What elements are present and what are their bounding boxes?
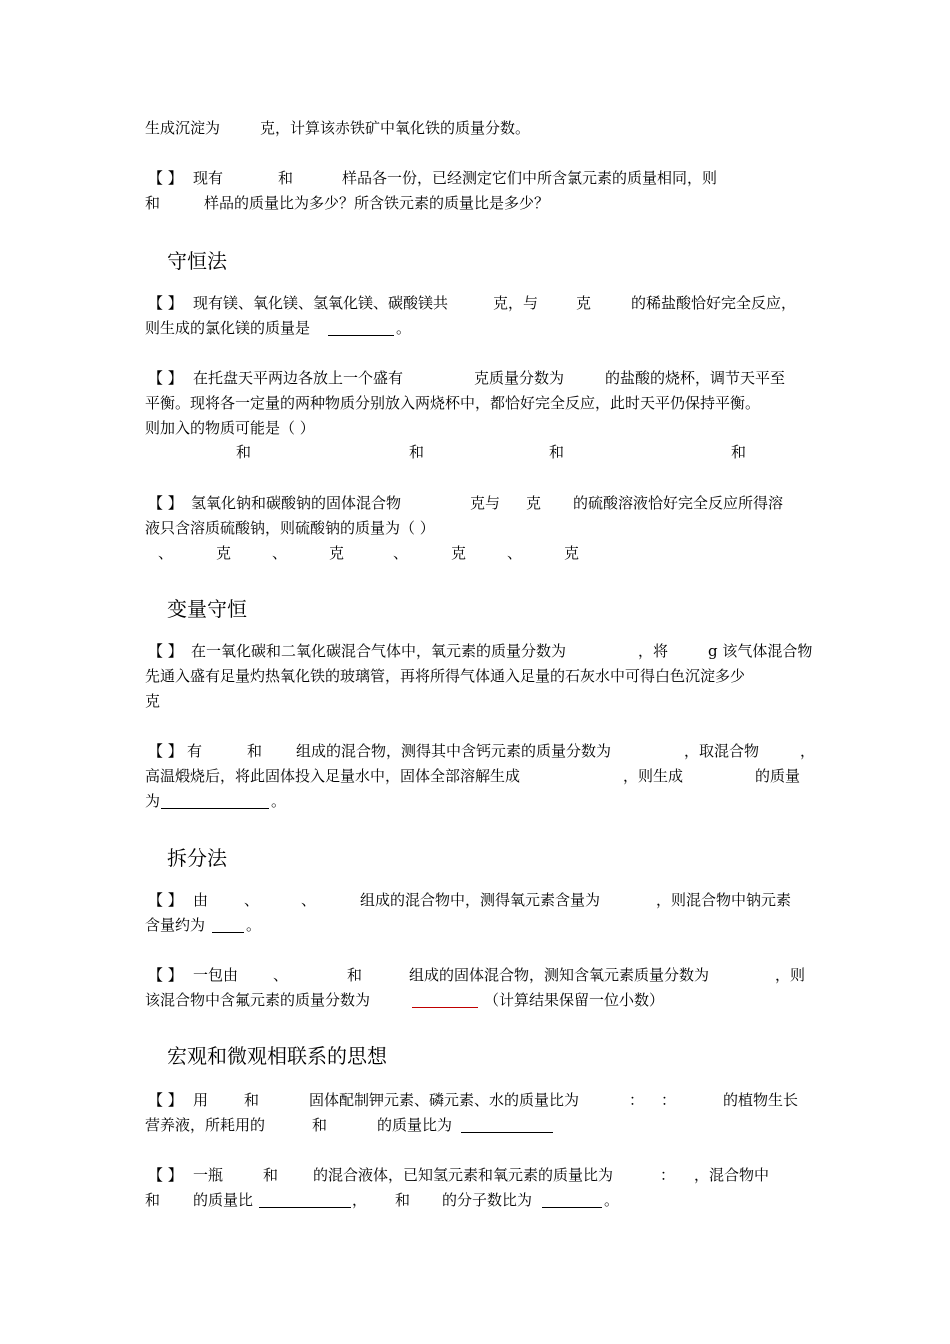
answer-option: 、: [272, 544, 288, 562]
question-text: 的植物生长: [723, 1091, 799, 1109]
answer-blank[interactable]: [259, 1207, 351, 1208]
question-text: ：: [661, 1091, 677, 1109]
question-bracket: 【 】: [148, 742, 183, 760]
question-text: 平衡。现将各一定量的两种物质分别放入两烧杯中，都恰好完全反应，此时天平仍保持平衡。: [145, 394, 761, 412]
section-heading: 变量守恒: [167, 597, 247, 621]
section-heading: 守恒法: [167, 249, 227, 273]
question-text: 克质量分数为: [474, 369, 565, 387]
question-text: 由: [193, 891, 209, 909]
question-text: 为: [145, 792, 161, 810]
question-text: ：: [660, 1166, 676, 1184]
answer-blank[interactable]: [542, 1207, 602, 1208]
question-text: ，混合物中: [694, 1166, 770, 1184]
question-text: 一包由: [193, 966, 239, 984]
question-bracket: 【 】: [148, 369, 183, 387]
question-bracket: 【 】: [148, 494, 183, 512]
question-text: 的质量比: [193, 1191, 254, 1209]
question-text: 样品各一份，已经测定它们中所含氯元素的质量相同，则: [342, 169, 718, 187]
question-text: 组成的混合物中，测得氧元素含量为: [360, 891, 601, 909]
question-text: 高温煅烧后，将此固体投入足量水中，固体全部溶解生成: [145, 767, 521, 785]
question-text: 克: [576, 294, 592, 312]
question-bracket: 【 】: [148, 294, 183, 312]
intro-text: 生成沉淀为: [145, 119, 221, 137]
question-text: 的硫酸溶液恰好完全反应所得溶: [573, 494, 784, 512]
question-text: 和: [145, 194, 161, 212]
answer-option: 克: [329, 544, 345, 562]
question-text: 克: [526, 494, 542, 512]
question-text: 克: [145, 692, 161, 710]
question-text: 和: [312, 1116, 328, 1134]
answer-option: 和: [236, 443, 252, 461]
question-text: 和: [244, 1091, 260, 1109]
question-text: ，则混合物中钠元素: [656, 891, 792, 909]
question-text: 组成的固体混合物，测知含氧元素质量分数为: [409, 966, 710, 984]
answer-option: 克: [564, 544, 580, 562]
question-text: ，则生成: [623, 767, 684, 785]
question-text: 先通入盛有足量灼热氧化铁的玻璃管，再将所得气体通入足量的石灰水中可得白色沉淀多少: [145, 667, 746, 685]
answer-option: 和: [731, 443, 747, 461]
question-text: 。: [396, 319, 412, 337]
question-text: 则加入的物质可能是（ ）: [145, 419, 315, 437]
question-text: 现有镁、氧化镁、氢氧化镁、碳酸镁共: [193, 294, 449, 312]
section-heading: 拆分法: [167, 846, 227, 870]
question-text: 有: [187, 742, 203, 760]
answer-option: 克: [216, 544, 232, 562]
question-text: 。: [246, 916, 262, 934]
question-text: ，: [800, 742, 816, 760]
question-text: ：: [629, 1091, 645, 1109]
question-text: 含量约为: [145, 916, 206, 934]
answer-option: 、: [507, 544, 523, 562]
question-bracket: 【 】: [148, 966, 183, 984]
question-text: ，则: [775, 966, 806, 984]
question-text: 的混合液体，已知氢元素和氧元素的质量比为: [313, 1166, 614, 1184]
question-text: ，将: [638, 642, 669, 660]
question-text: 的质量: [755, 767, 801, 785]
question-text: 组成的混合物，测得其中含钙元素的质量分数为: [296, 742, 612, 760]
question-text: 的质量比为: [377, 1116, 453, 1134]
answer-blank[interactable]: [328, 335, 394, 336]
question-text: g 该气体混合物: [708, 642, 813, 660]
question-text: 和: [278, 169, 294, 187]
answer-option: 、: [393, 544, 409, 562]
question-bracket: 【 】: [148, 169, 183, 187]
question-bracket: 【 】: [148, 1166, 183, 1184]
question-text: 的盐酸的烧杯，调节天平至: [605, 369, 786, 387]
answer-option: 和: [409, 443, 425, 461]
intro-text: 克，计算该赤铁矿中氧化铁的质量分数。: [260, 119, 531, 137]
section-heading: 宏观和微观相联系的思想: [167, 1044, 387, 1068]
question-text: 液只含溶质硫酸钠，则硫酸钠的质量为（ ）: [145, 519, 435, 537]
question-text: 现有: [193, 169, 224, 187]
question-text: 在一氧化碳和二氧化碳混合气体中，氧元素的质量分数为: [191, 642, 567, 660]
answer-blank[interactable]: [412, 1007, 478, 1008]
question-text: 的分子数比为: [442, 1191, 533, 1209]
question-text: 。: [604, 1191, 620, 1209]
question-bracket: 【 】: [148, 642, 183, 660]
answer-option: 、: [158, 544, 174, 562]
question-text: 用: [193, 1091, 209, 1109]
question-text: ，: [352, 1191, 368, 1209]
question-text: 则生成的氯化镁的质量是: [145, 319, 311, 337]
question-bracket: 【 】: [148, 891, 183, 909]
question-text: ，取混合物: [684, 742, 760, 760]
question-text: 营养液，所耗用的: [145, 1116, 266, 1134]
answer-blank[interactable]: [161, 808, 269, 809]
question-text: 氢氧化钠和碳酸钠的固体混合物: [191, 494, 402, 512]
question-text: 和: [247, 742, 263, 760]
answer-option: 和: [549, 443, 565, 461]
answer-blank[interactable]: [212, 932, 244, 933]
question-text: （计算结果保留一位小数）: [484, 991, 665, 1009]
question-text: 、: [273, 966, 289, 984]
question-text: 。: [271, 792, 287, 810]
question-bracket: 【 】: [148, 1091, 183, 1109]
question-text: 该混合物中含氟元素的质量分数为: [145, 991, 371, 1009]
question-text: 、: [244, 891, 260, 909]
question-text: 和: [145, 1191, 161, 1209]
answer-option: 克: [451, 544, 467, 562]
question-text: 的稀盐酸恰好完全反应，: [631, 294, 797, 312]
question-text: 克与: [470, 494, 501, 512]
question-text: 一瓶: [193, 1166, 224, 1184]
question-text: 在托盘天平两边各放上一个盛有: [193, 369, 404, 387]
question-text: 和: [395, 1191, 411, 1209]
question-text: 克，与: [493, 294, 539, 312]
question-text: 样品的质量比为多少？所含铁元素的质量比是多少？: [204, 194, 550, 212]
question-text: 固体配制钾元素、磷元素、水的质量比为: [309, 1091, 580, 1109]
question-text: 和: [347, 966, 363, 984]
answer-blank[interactable]: [461, 1132, 553, 1133]
question-text: 、: [301, 891, 317, 909]
question-text: 和: [263, 1166, 279, 1184]
